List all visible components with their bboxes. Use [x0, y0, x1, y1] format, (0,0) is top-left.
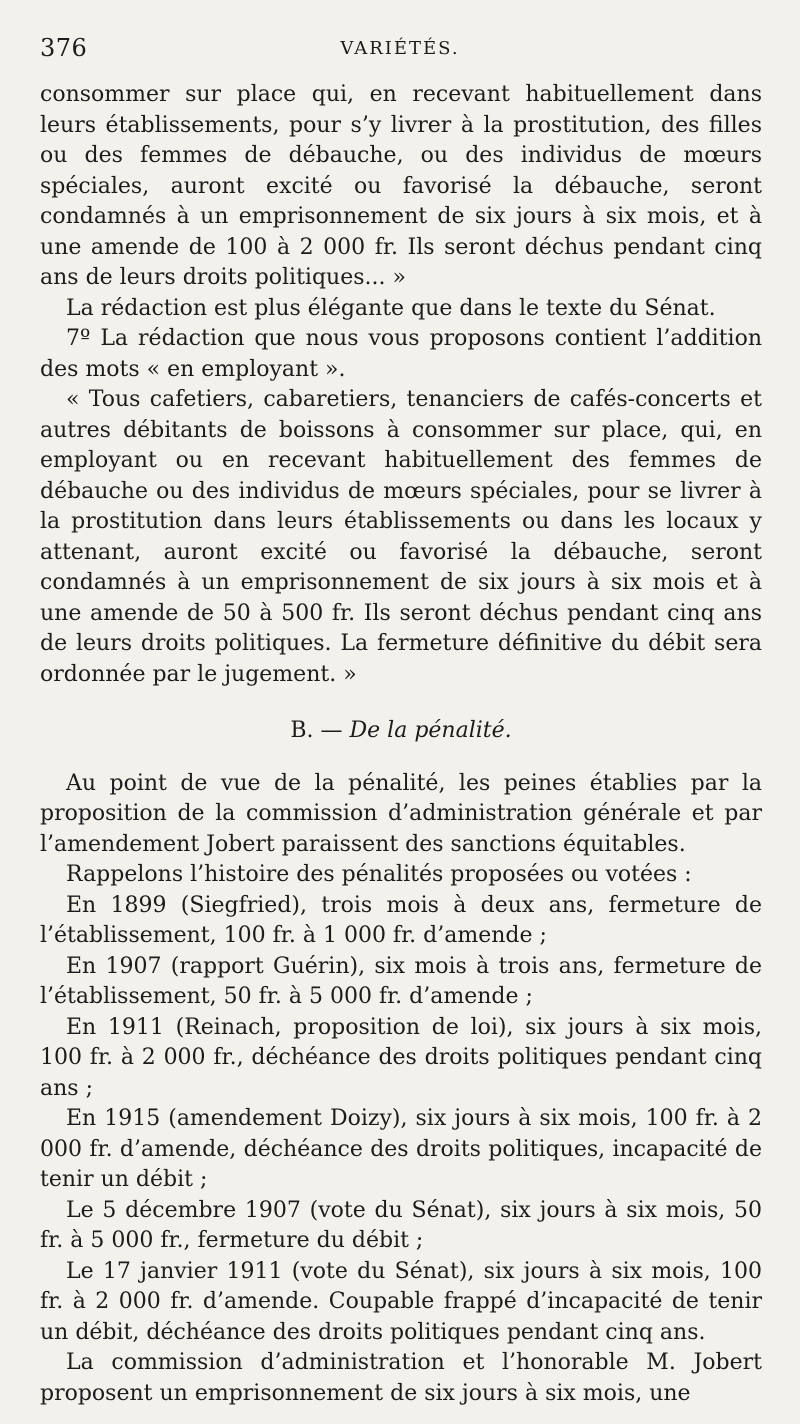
- quoted-text-paragraph: « Tous cafetiers, cabaretiers, tenanciers de cafés-concerts et autres débitants de boissons à consommer sur place, qui, en employant ou en recevant habituellement des femmes de débauche ou des individus de mœurs spéciales, pour se livrer à la prostitution dans leurs établissements ou dans les locaux y attenant, auront excité ou favorisé la débauche, seront condamnés à un emprisonnement de six jours à six mois et à une amende de 50 à 500 fr. Ils seront déchus pendant cinq ans de leurs droits politiques. La fermeture définitive du débit sera ordonnée par le jugement. »: [40, 387, 762, 687]
- paragraph: Rappelons l’histoire des pénalités proposées ou votées :: [66, 862, 692, 887]
- paragraph: La rédaction est plus élégante que dans le texte du Sénat.: [66, 295, 716, 321]
- list-item: En 1899 (Siegfried), trois mois à deux ans, fermeture de l’établissement, 100 fr. à 1 000 fr. d’amende ;: [40, 892, 762, 948]
- paragraph: 7º La rédaction que nous vous proposons contient l’addition des mots « en employant ».: [40, 326, 762, 382]
- section-heading: [40, 716, 762, 747]
- paragraph-continuation: consommer sur place qui, en recevant habituellement dans leurs établissements, pour s’y livrer à la prostitution, des filles ou des femmes de débauche, ou des individus de mœurs spéciales, auront excité ou favorisé la débauche, seront condamnés à un emprisonnement de six jours à six mois, et à une amende de 100 à 2 000 fr. Ils seront déchus pendant cinq ans de leurs droits politiques... »: [40, 82, 762, 290]
- paragraph: Au point de vue de la pénalité, les peines établies par la proposition de la commission d’administration générale et par l’amendement Jobert paraissent des sanctions équitables.: [40, 770, 762, 857]
- paragraph: La commission d’administration et l’honorable M. Jobert proposent un emprisonnement de six jours à six mois, une: [40, 1350, 762, 1406]
- list-item: Le 17 janvier 1911 (vote du Sénat), six jours à six mois, 100 fr. à 2 000 fr. d’amende. Coupable frappé d’incapacité de tenir un débit, déchéance des droits politiques pendant cinq ans.: [40, 1258, 762, 1345]
- section-letter: B. —: [290, 718, 343, 743]
- running-head: VARIÉTÉS.: [340, 38, 460, 59]
- list-item: En 1911 (Reinach, proposition de loi), six jours à six mois, 100 fr. à 2 000 fr., déchéance des droits politiques pendant cinq ans ;: [40, 1014, 762, 1101]
- page-number: 376: [40, 34, 88, 62]
- section-title: De la pénalité.: [349, 718, 512, 743]
- list-item: Le 5 décembre 1907 (vote du Sénat), six jours à six mois, 50 fr. à 5 000 fr., fermeture du débit ;: [40, 1197, 762, 1253]
- page-body: [40, 80, 762, 1409]
- list-item: En 1915 (amendement Doizy), six jours à six mois, 100 fr. à 2 000 fr. d’amende, déchéance des droits politiques, incapacité de tenir un débit ;: [40, 1106, 762, 1192]
- list-item: En 1907 (rapport Guérin), six mois à trois ans, fermeture de l’établissement, 50 fr. à 5 000 fr. d’amende ;: [40, 953, 762, 1009]
- page-header: [40, 34, 760, 74]
